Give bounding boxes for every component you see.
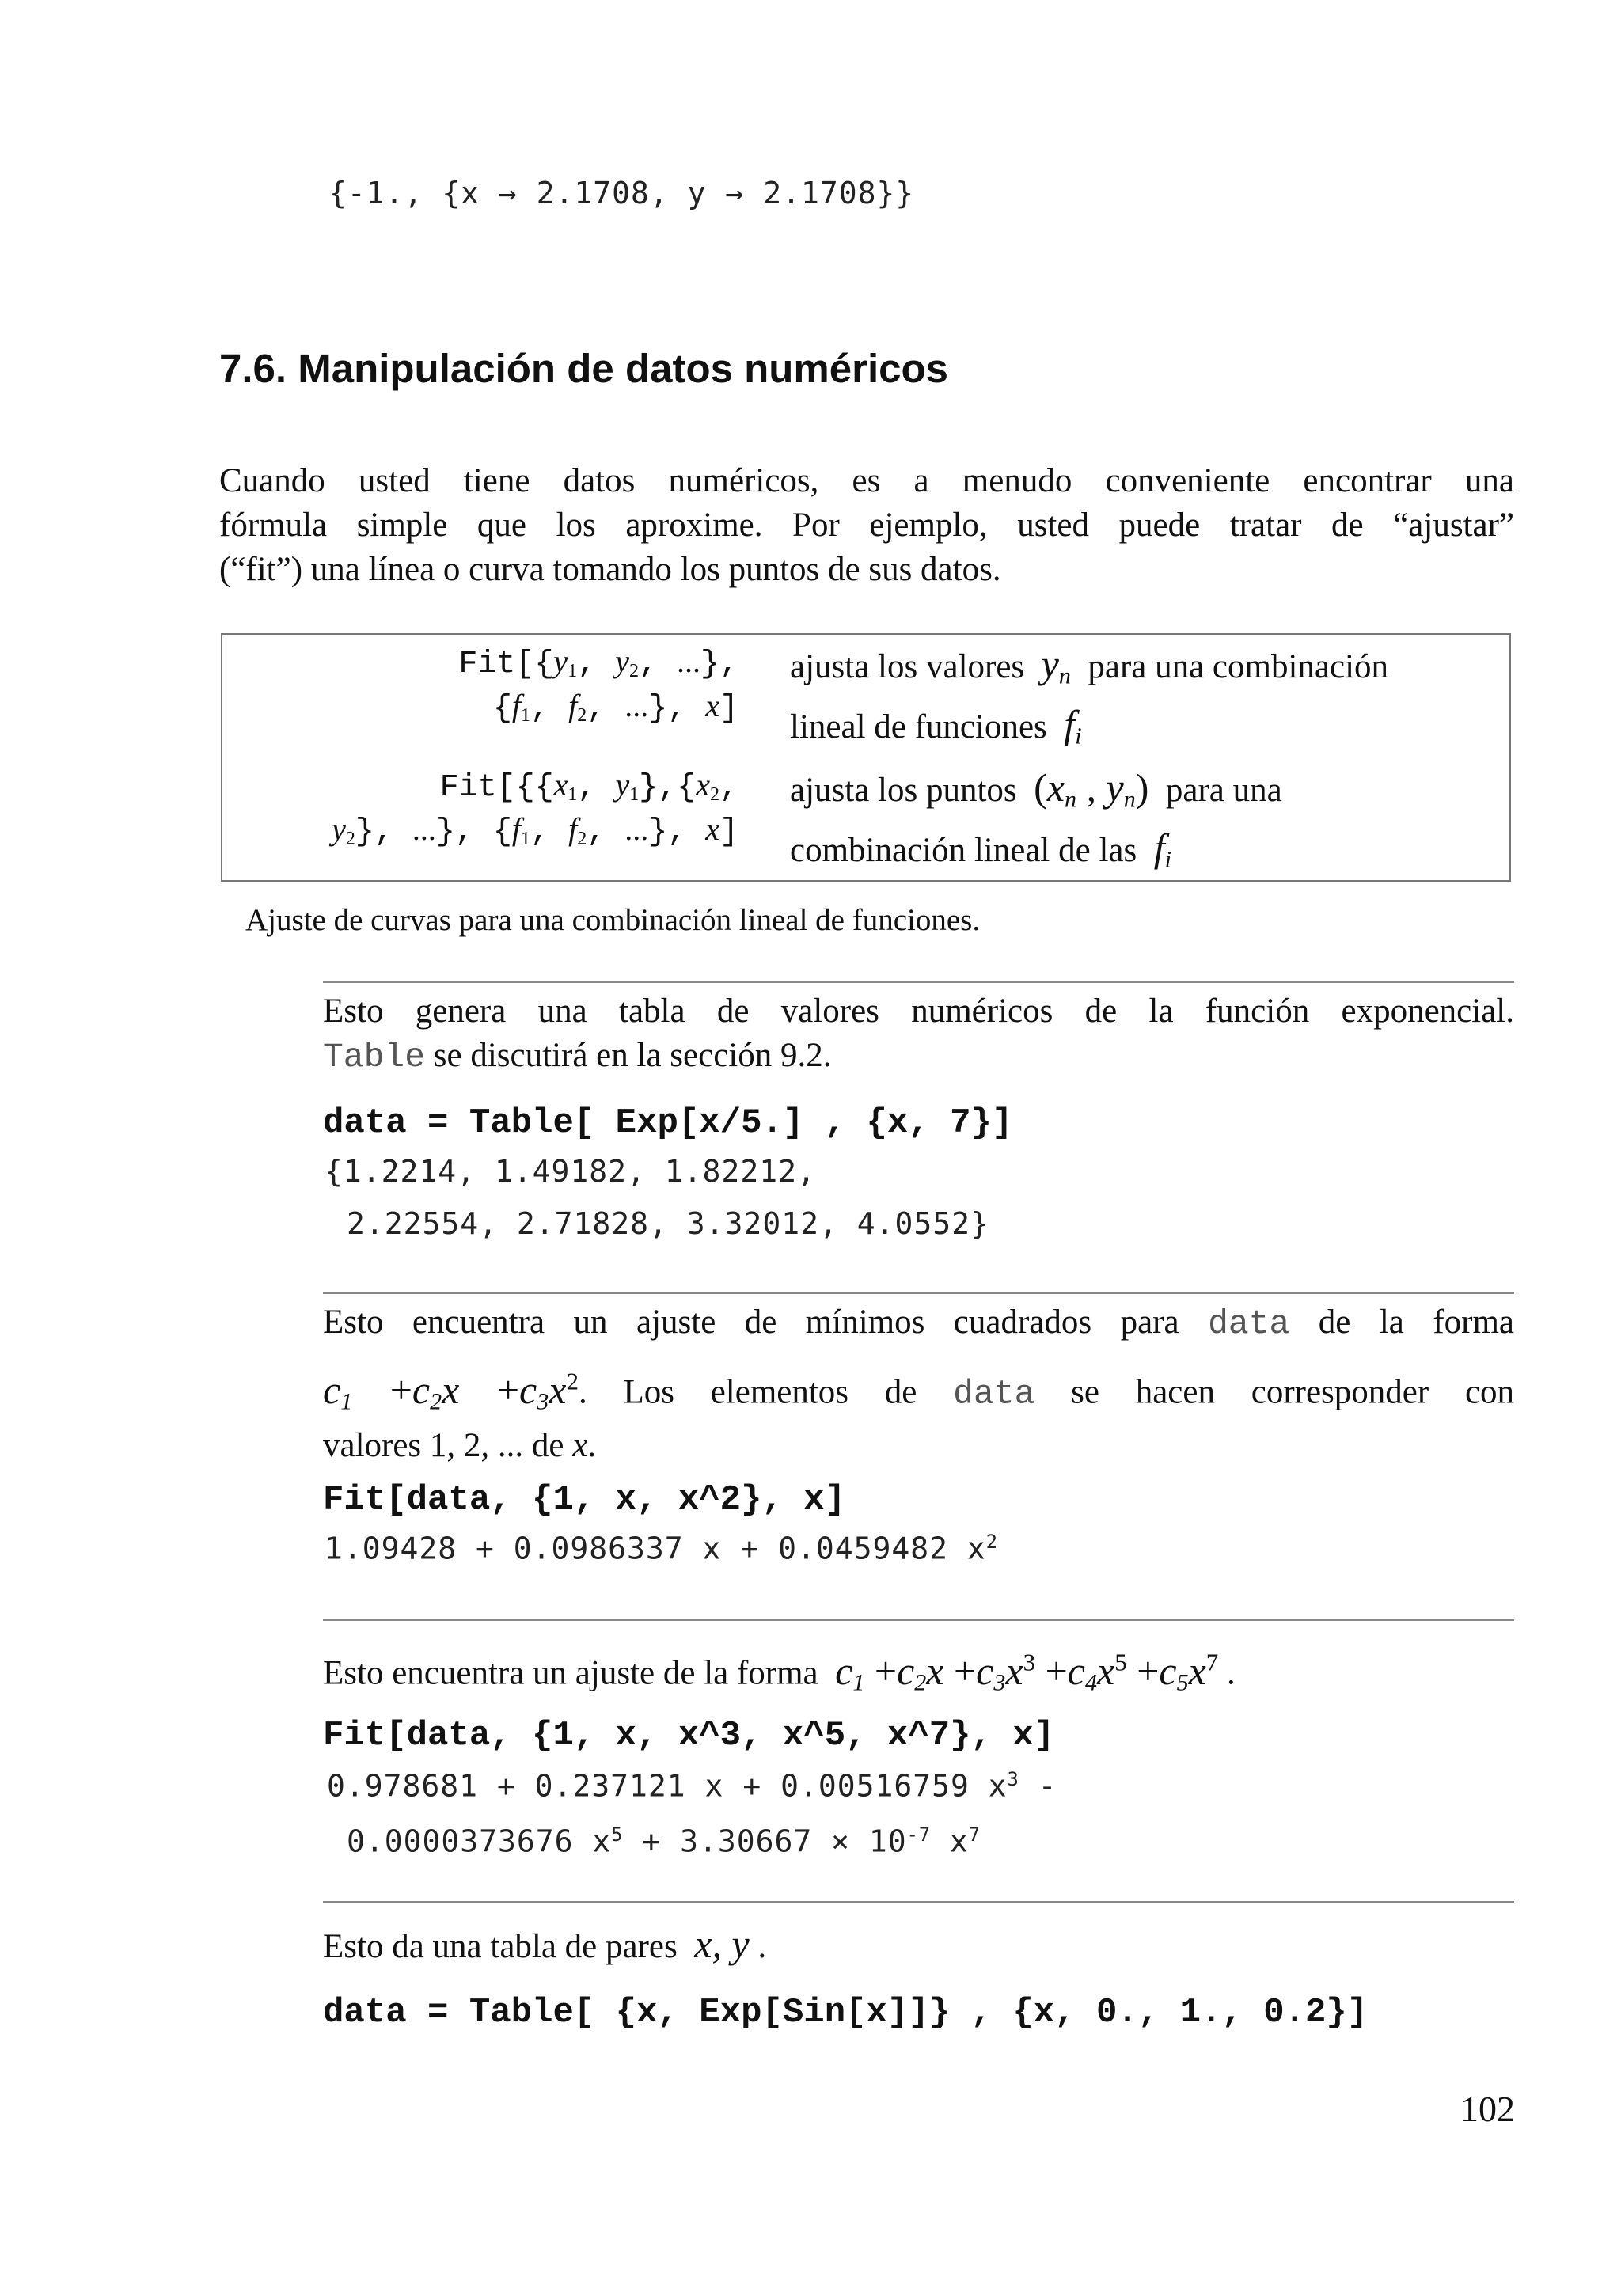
example-3-output-line-2: 0.0000373676 $x^5 + 3.30667 \times 10^{-7}$ $x^7$ bbox=[347, 1824, 981, 1859]
example-1-text-line-2: Table se discutirá en la sección 9.2. bbox=[323, 1037, 832, 1076]
example-4-text bbox=[323, 1922, 1514, 1969]
divider-1 bbox=[323, 981, 1514, 983]
intro-line-3: (“fit”) una línea o curva tomando los puntos de sus datos. bbox=[219, 551, 1001, 588]
fit-syntax-1-line-1: $Fit[\{y_1$, $y_2$, ...}, bbox=[458, 643, 738, 682]
example-3-text-line-1: Esto encuentra un ajuste de la forma $c_1 +c_2x +c_3x^3 +c_4x^5 +c_5x^7$ . bbox=[323, 1648, 1236, 1696]
example-1-output-line-1: {1.2214, 1.49182, 1.82212, bbox=[325, 1154, 816, 1189]
fit-syntax-2-line-2: $y_2$}, ...}, {$f_1$, $f_2$, ...}, x] bbox=[332, 811, 738, 850]
odd-polynomial-form: $c_1 +c_2x +c_3x^3 +c_4x^5 +c_5x^7$ bbox=[835, 1648, 1219, 1696]
table-caption: Ajuste de curvas para una combinación lineal de funciones. bbox=[245, 903, 981, 937]
fit-desc-2-line-2: combinación lineal de las $f_i$ bbox=[790, 825, 1171, 873]
fit-syntax-1-line-2: {$f_1$, $f_2$, ...}, x] bbox=[492, 688, 738, 727]
data-inline-code-2: data bbox=[953, 1374, 1035, 1414]
example-1-input: data = Table[ Exp[x/5.] , {x, 7}] bbox=[323, 1103, 1013, 1143]
example-2-text-line-2: $c_1 +c_2x +c_3x^2$. Los elementos de data se hacen corresponder con bbox=[323, 1367, 1515, 1415]
example-2-text bbox=[323, 1300, 1514, 1468]
data-inline-code-1: data bbox=[1208, 1304, 1290, 1343]
divider-3 bbox=[323, 1619, 1514, 1621]
intro-paragraph bbox=[219, 459, 1514, 592]
intro-line-2: fórmula simple que los aproxime. Por ejemplo, usted puede tratar de “ajustar” bbox=[219, 507, 1514, 544]
pairs-xy: x, y bbox=[694, 1922, 750, 1966]
fit-desc-2-line-1: ajusta los puntos ($x_n$ , $y_n$) para una bbox=[790, 765, 1282, 813]
divider-4 bbox=[323, 1901, 1514, 1903]
divider-2 bbox=[323, 1292, 1514, 1294]
example-4-input: data = Table[ {x, Exp[Sin[x]]} , {x, 0., 1., 0.2}] bbox=[323, 1993, 1369, 2032]
example-3-text bbox=[323, 1640, 1514, 1705]
section-heading: 7.6. Manipulación de datos numéricos bbox=[219, 346, 949, 391]
example-2-text-line-1: Esto encuentra un ajuste de mínimos cuadrados para data de la forma bbox=[323, 1304, 1515, 1343]
top-output: {-1., {x → 2.1708, y → 2.1708}} bbox=[328, 176, 915, 211]
example-3-output-line-1: 0.978681 + 0.237121 x + 0.00516759 $x^3$ - bbox=[327, 1768, 1057, 1804]
example-2-output: 1.09428 + 0.0986337 x + 0.0459482 $x^2$ bbox=[325, 1531, 998, 1566]
example-2-input: Fit[data, {1, x, x^2}, x] bbox=[323, 1480, 846, 1520]
fit-desc-1-line-2: lineal de funciones $f_i$ bbox=[790, 702, 1082, 750]
example-3-input: Fit[data, {1, x, x^3, x^5, x^7}, x] bbox=[323, 1716, 1055, 1755]
intro-line-1: Cuando usted tiene datos numéricos, es a menudo conveniente encontrar una bbox=[219, 462, 1514, 499]
function-table bbox=[221, 633, 1511, 882]
quadratic-form: $c_1 +c_2x +c_3x^2$ bbox=[323, 1367, 579, 1415]
example-1-text-line-1: Esto genera una tabla de valores numéricos de la función exponencial. bbox=[323, 992, 1514, 1030]
fit-desc-1-line-1: ajusta los valores $y_n$ para una combinación bbox=[790, 642, 1389, 689]
example-1-output-line-2: 2.22554, 2.71828, 3.32012, 4.0552} bbox=[347, 1206, 989, 1241]
example-4-text-line-1: Esto da una tabla de pares x, y . bbox=[323, 1922, 767, 1966]
example-1-text bbox=[323, 989, 1514, 1080]
example-2-text-line-3: valores 1, 2, ... de x. bbox=[323, 1427, 597, 1465]
fit-syntax-2-line-1: $Fit[\{\{x_1$, $y_1\},\{x_2$, bbox=[439, 767, 738, 806]
table-inline-code: Table bbox=[323, 1038, 426, 1076]
page-number: 102 bbox=[1460, 2089, 1515, 2129]
